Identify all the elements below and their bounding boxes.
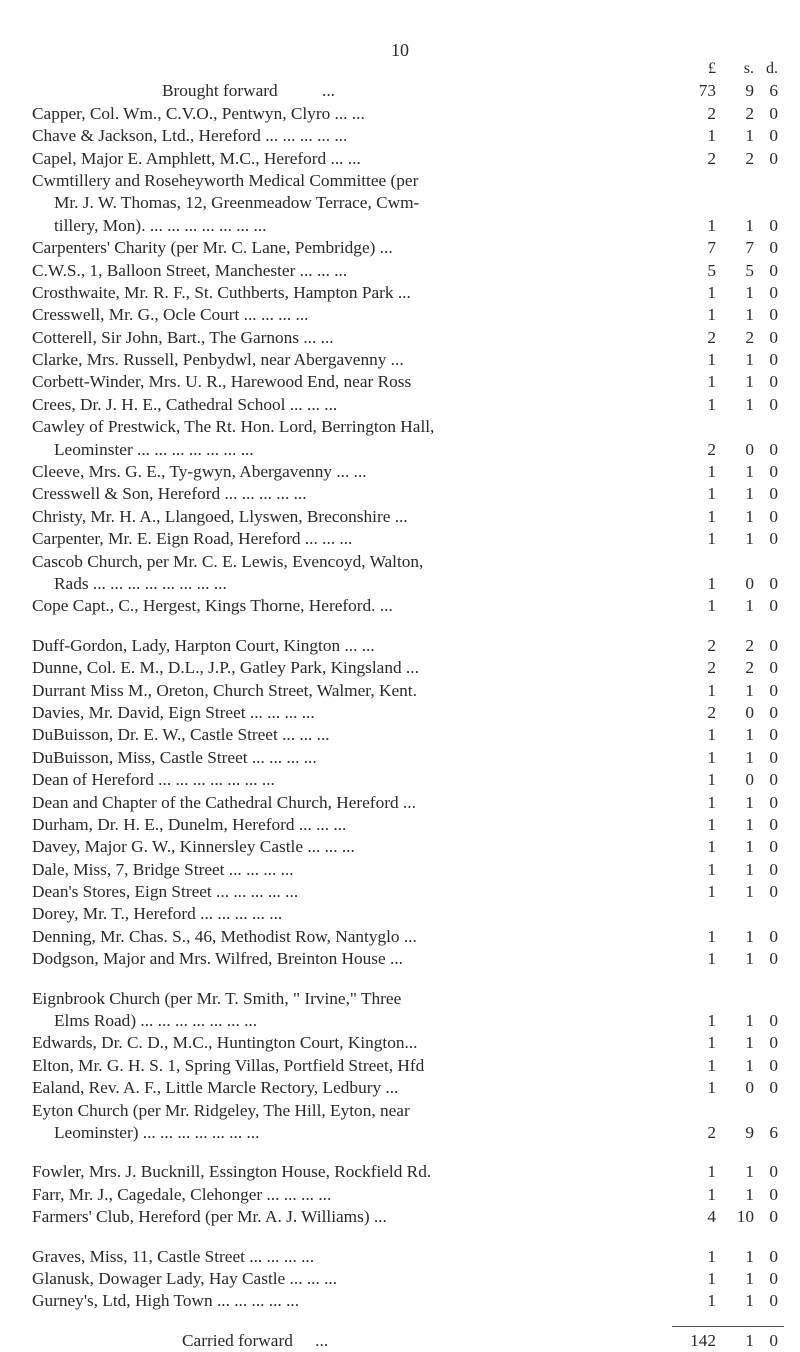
entry-description: Dean of Hereford ... ... ... ... ... ... ...: [32, 770, 275, 790]
section-gap: [32, 1313, 772, 1330]
entry-pence: 0: [769, 1078, 778, 1098]
entry-pounds: 1: [707, 725, 716, 745]
entry-pounds: 1: [707, 1246, 716, 1266]
entry-description: Carpenters' Charity (per Mr. C. Lane, Pembridge) ...: [32, 238, 393, 258]
carried-forward-shillings: 1: [745, 1330, 754, 1350]
entry-list: [32, 103, 778, 1313]
entry-shillings: 0: [745, 702, 754, 722]
entry-description: Dorey, Mr. T., Hereford ... ... ... ... ...: [32, 904, 283, 924]
entry-pounds: 2: [707, 148, 716, 168]
entry-shillings: 1: [745, 1055, 754, 1075]
ledger-entry-line: [32, 192, 772, 214]
entry-pence: 0: [769, 484, 778, 504]
ledger-entry-line: [32, 724, 778, 746]
entry-pounds: 2: [707, 702, 716, 722]
ledger-entry-line: [32, 1100, 772, 1122]
entry-pence: 0: [769, 1033, 778, 1053]
entry-description: Eignbrook Church (per Mr. T. Smith, " Irvine," Three: [32, 988, 402, 1008]
entry-shillings: 1: [745, 372, 754, 392]
brought-forward-pence: 6: [769, 81, 778, 101]
brought-forward-row: [32, 80, 778, 102]
entry-description: Cresswell & Son, Hereford ... ... ... ... ...: [32, 484, 307, 504]
entry-pounds: 1: [707, 573, 716, 593]
entry-pence: 0: [769, 949, 778, 969]
entry-description: Edwards, Dr. C. D., M.C., Huntington Court, Kington...: [32, 1033, 418, 1053]
entry-pounds: 2: [707, 327, 716, 347]
ledger-entry-line: [32, 125, 778, 147]
ledger-entry-line: [32, 769, 778, 791]
entry-description: Dean's Stores, Eign Street ... ... ... ... ...: [32, 882, 299, 902]
entry-pence: 0: [769, 126, 778, 146]
entry-shillings: 1: [745, 596, 754, 616]
entry-pounds: 2: [707, 103, 716, 123]
ledger-entry-line: [32, 747, 778, 769]
ledger-entry-line: [32, 1055, 778, 1077]
entry-description: Davey, Major G. W., Kinnersley Castle ... ... ...: [32, 837, 355, 857]
entry-pounds: 4: [707, 1207, 716, 1227]
entry-description: Ealand, Rev. A. F., Little Marcle Rectory, Ledbury ...: [32, 1078, 399, 1098]
entry-pence: 0: [769, 148, 778, 168]
entry-description: Cresswell, Mr. G., Ocle Court ... ... ... ...: [32, 305, 309, 325]
entry-shillings: 1: [745, 1291, 754, 1311]
entry-shillings: 5: [745, 260, 754, 280]
ledger-entry-line: [32, 988, 772, 1010]
entry-pounds: 1: [707, 680, 716, 700]
entry-pence: 0: [769, 926, 778, 946]
entry-description: Cascob Church, per Mr. C. E. Lewis, Evencoyd, Walton,: [32, 551, 424, 571]
entry-description: Cope Capt., C., Hergest, Kings Thorne, Hereford. ...: [32, 596, 393, 616]
entry-shillings: 1: [745, 126, 754, 146]
entry-pence: 0: [769, 658, 778, 678]
entry-shillings: 1: [745, 1246, 754, 1266]
entry-description: Mr. J. W. Thomas, 12, Greenmeadow Terrace, Cwm-: [54, 193, 420, 213]
ledger-entry-line: [32, 349, 778, 371]
entry-pence: 0: [769, 882, 778, 902]
entry-pounds: 1: [707, 282, 716, 302]
entry-shillings: 0: [745, 770, 754, 790]
entry-pounds: 1: [707, 1268, 716, 1288]
carried-forward-pence: 0: [769, 1330, 778, 1350]
entry-description: Clarke, Mrs. Russell, Penbydwl, near Abergavenny ...: [32, 350, 404, 370]
entry-pounds: 2: [707, 658, 716, 678]
entry-pence: 0: [769, 573, 778, 593]
entry-description: Christy, Mr. H. A., Llangoed, Llyswen, Breconshire ...: [32, 506, 408, 526]
entry-description: Elton, Mr. G. H. S. 1, Spring Villas, Portfield Street, Hfd: [32, 1055, 425, 1075]
entry-pounds: 2: [707, 1122, 716, 1142]
entry-description: Dodgson, Major and Mrs. Wilfred, Breinton House ...: [32, 949, 403, 969]
ledger-entry-line: [32, 1032, 778, 1054]
entry-shillings: 1: [745, 350, 754, 370]
entry-shillings: 1: [745, 484, 754, 504]
entry-shillings: 1: [745, 462, 754, 482]
ledger-entry-line: [32, 439, 778, 461]
entry-pence: 6: [769, 1122, 778, 1142]
ledger-entry-line: [32, 1206, 778, 1228]
entry-pence: 0: [769, 1011, 778, 1031]
brought-forward-shillings: 9: [745, 81, 754, 101]
ledger-entry-line: [32, 814, 778, 836]
entry-shillings: 1: [745, 394, 754, 414]
entry-description: Crosthwaite, Mr. R. F., St. Cuthberts, Hampton Park ...: [32, 282, 411, 302]
entry-description: Carpenter, Mr. E. Eign Road, Hereford ... ... ...: [32, 529, 353, 549]
entry-pounds: 1: [707, 1291, 716, 1311]
ledger-entry-line: [32, 170, 772, 192]
entry-shillings: 1: [745, 859, 754, 879]
entry-pence: 0: [769, 305, 778, 325]
ledger-entry-line: [32, 260, 778, 282]
ledger-entry-line: [32, 237, 778, 259]
ledger-entry-line: [32, 394, 778, 416]
entry-pounds: 1: [707, 126, 716, 146]
entry-description: Fowler, Mrs. J. Bucknill, Essington House, Rockfield Rd.: [32, 1162, 432, 1182]
entry-pounds: 1: [707, 1055, 716, 1075]
ledger-entry-line: [32, 595, 778, 617]
entry-pence: 0: [769, 506, 778, 526]
entry-pence: 0: [769, 792, 778, 812]
entry-pounds: 7: [707, 238, 716, 258]
entry-description: Glanusk, Dowager Lady, Hay Castle ... ... ...: [32, 1268, 338, 1288]
entry-description: Crees, Dr. J. H. E., Cathedral School ... ... ...: [32, 394, 338, 414]
entry-pence: 0: [769, 596, 778, 616]
ledger-entry-line: [32, 1010, 778, 1032]
brought-forward-dots: ...: [322, 81, 335, 101]
entry-description: Corbett-Winder, Mrs. U. R., Harewood End, near Ross: [32, 372, 412, 392]
ledger-entry-line: [32, 948, 778, 970]
subscription-ledger: [32, 58, 778, 1352]
entry-pence: 0: [769, 282, 778, 302]
ledger-entry-line: [32, 103, 778, 125]
entry-shillings: 2: [745, 148, 754, 168]
total-rule: [672, 1326, 784, 1327]
entry-shillings: 10: [736, 1207, 754, 1227]
entry-description: Durrant Miss M., Oreton, Church Street, Walmer, Kent.: [32, 680, 417, 700]
entry-pounds: 1: [707, 837, 716, 857]
entry-description: Leominster) ... ... ... ... ... ... ...: [54, 1122, 260, 1142]
entry-shillings: 9: [745, 1122, 754, 1142]
entry-pence: 0: [769, 439, 778, 459]
entry-description: Capel, Major E. Amphlett, M.C., Hereford ... ...: [32, 148, 361, 168]
entry-shillings: 1: [745, 529, 754, 549]
entry-description: Graves, Miss, 11, Castle Street ... ... ... ...: [32, 1246, 315, 1266]
entry-pence: 0: [769, 350, 778, 370]
ledger-entry-line: [32, 792, 778, 814]
ledger-entry-line: [32, 881, 778, 903]
entry-pence: 0: [769, 702, 778, 722]
entry-pence: 0: [769, 215, 778, 235]
entry-pence: 0: [769, 725, 778, 745]
entry-pounds: 1: [707, 484, 716, 504]
entry-pounds: 1: [707, 1162, 716, 1182]
carried-forward-dots: ...: [315, 1330, 329, 1350]
entry-shillings: 1: [745, 1184, 754, 1204]
ledger-entry-line: [32, 215, 778, 237]
entry-pounds: 1: [707, 462, 716, 482]
entry-pounds: 1: [707, 506, 716, 526]
entry-pounds: 1: [707, 215, 716, 235]
entry-pence: 0: [769, 1291, 778, 1311]
entry-shillings: 0: [745, 1078, 754, 1098]
entry-shillings: 1: [745, 1162, 754, 1182]
entry-shillings: 2: [745, 103, 754, 123]
entry-shillings: 1: [745, 792, 754, 812]
entry-pence: 0: [769, 1207, 778, 1227]
entry-pence: 0: [769, 1246, 778, 1266]
entry-shillings: 1: [745, 814, 754, 834]
ledger-entry-line: [32, 528, 778, 550]
entry-pence: 0: [769, 680, 778, 700]
entry-pounds: 2: [707, 635, 716, 655]
entry-pence: 0: [769, 1184, 778, 1204]
entry-pence: 0: [769, 1268, 778, 1288]
entry-shillings: 1: [745, 215, 754, 235]
entry-shillings: 1: [745, 506, 754, 526]
entry-description: Dunne, Col. E. M., D.L., J.P., Gatley Park, Kingsland ...: [32, 658, 419, 678]
entry-pounds: 1: [707, 792, 716, 812]
carried-forward-label: Carried forward: [182, 1330, 293, 1350]
ledger-entry-line: [32, 148, 778, 170]
ledger-entry-line: [32, 635, 778, 657]
entry-shillings: 1: [745, 680, 754, 700]
entry-pounds: 1: [707, 926, 716, 946]
pounds-column-header: £: [708, 60, 716, 77]
ledger-entry-line: [32, 836, 778, 858]
entry-shillings: 1: [745, 1011, 754, 1031]
entry-description: DuBuisson, Miss, Castle Street ... ... ... ...: [32, 747, 317, 767]
ledger-entry-line: [32, 926, 778, 948]
entry-shillings: 1: [745, 949, 754, 969]
entry-pence: 0: [769, 372, 778, 392]
ledger-entry-line: [32, 1161, 778, 1183]
ledger-entry-line: [32, 657, 778, 679]
entry-pounds: 1: [707, 305, 716, 325]
entry-description: Dean and Chapter of the Cathedral Church, Hereford ...: [32, 792, 416, 812]
ledger-entry-line: [32, 416, 772, 438]
ledger-entry-line: [32, 702, 778, 724]
entry-pence: 0: [769, 327, 778, 347]
entry-pounds: 1: [707, 859, 716, 879]
pence-column-header: d.: [766, 60, 778, 77]
entry-description: Eyton Church (per Mr. Ridgeley, The Hill, Eyton, near: [32, 1100, 410, 1120]
entry-shillings: 0: [745, 439, 754, 459]
entry-description: Dale, Miss, 7, Bridge Street ... ... ... ...: [32, 859, 294, 879]
entry-description: C.W.S., 1, Balloon Street, Manchester ... ... ...: [32, 260, 348, 280]
entry-description: Durham, Dr. H. E., Dunelm, Hereford ... ... ...: [32, 814, 347, 834]
entry-shillings: 2: [745, 327, 754, 347]
ledger-entry-line: [32, 506, 778, 528]
entry-shillings: 7: [745, 238, 754, 258]
entry-pence: 0: [769, 103, 778, 123]
entry-description: Cleeve, Mrs. G. E., Ty-gwyn, Abergavenny ... ...: [32, 462, 367, 482]
entry-description: Elms Road) ... ... ... ... ... ... ...: [54, 1011, 258, 1031]
entry-description: tillery, Mon). ... ... ... ... ... ... ...: [54, 215, 267, 235]
entry-shillings: 1: [745, 747, 754, 767]
entry-pence: 0: [769, 837, 778, 857]
entry-description: Davies, Mr. David, Eign Street ... ... ... ...: [32, 702, 315, 722]
entry-description: Chave & Jackson, Ltd., Hereford ... ... ... ... ...: [32, 126, 348, 146]
entry-pence: 0: [769, 529, 778, 549]
entry-pounds: 1: [707, 1078, 716, 1098]
entry-pounds: 1: [707, 1033, 716, 1053]
ledger-entry-line: [32, 680, 778, 702]
ledger-entry-line: [32, 327, 778, 349]
entry-pounds: 1: [707, 882, 716, 902]
entry-pence: 0: [769, 394, 778, 414]
brought-forward-pounds: 73: [698, 81, 716, 101]
ledger-entry-line: [32, 371, 778, 393]
section-gap: [32, 618, 772, 635]
ledger-entry-line: [32, 1246, 778, 1268]
entry-pence: 0: [769, 1055, 778, 1075]
entry-pounds: 1: [707, 372, 716, 392]
entry-pence: 0: [769, 770, 778, 790]
entry-description: Denning, Mr. Chas. S., 46, Methodist Row, Nantyglo ...: [32, 926, 417, 946]
currency-header-row: [32, 58, 778, 80]
entry-pounds: 1: [707, 770, 716, 790]
entry-shillings: 1: [745, 1033, 754, 1053]
entry-pence: 0: [769, 260, 778, 280]
entry-shillings: 1: [745, 926, 754, 946]
entry-shillings: 1: [745, 1268, 754, 1288]
section-gap: [32, 971, 772, 988]
entry-pounds: 1: [707, 350, 716, 370]
entry-pence: 0: [769, 635, 778, 655]
entry-shillings: 2: [745, 635, 754, 655]
entry-pence: 0: [769, 238, 778, 258]
ledger-entry-line: [32, 551, 772, 573]
entry-pence: 0: [769, 814, 778, 834]
entry-pence: 0: [769, 859, 778, 879]
shillings-column-header: s.: [743, 60, 754, 77]
ledger-entry-line: [32, 282, 778, 304]
entry-pounds: 1: [707, 814, 716, 834]
entry-description: Farr, Mr. J., Cagedale, Clehonger ... ... ... ...: [32, 1184, 332, 1204]
entry-pounds: 1: [707, 747, 716, 767]
brought-forward-label: Brought forward: [162, 81, 278, 101]
entry-pounds: 1: [707, 949, 716, 969]
entry-description: Cwmtillery and Roseheyworth Medical Committee (per: [32, 170, 419, 190]
entry-description: Cawley of Prestwick, The Rt. Hon. Lord, Berrington Hall,: [32, 417, 435, 437]
ledger-entry-line: [32, 573, 778, 595]
ledger-entry-line: [32, 1290, 778, 1312]
entry-description: Capper, Col. Wm., C.V.O., Pentwyn, Clyro ... ...: [32, 103, 365, 123]
section-gap: [32, 1229, 772, 1246]
entry-shillings: 2: [745, 658, 754, 678]
ledger-entry-line: [32, 859, 778, 881]
ledger-entry-line: [32, 1122, 778, 1144]
entry-description: Cotterell, Sir John, Bart., The Garnons ... ...: [32, 327, 334, 347]
entry-description: Rads ... ... ... ... ... ... ... ...: [54, 573, 227, 593]
section-gap: [32, 1144, 772, 1161]
entry-pounds: 1: [707, 596, 716, 616]
entry-shillings: 1: [745, 837, 754, 857]
entry-shillings: 1: [745, 282, 754, 302]
entry-pounds: 1: [707, 1184, 716, 1204]
ledger-entry-line: [32, 1268, 778, 1290]
ledger-entry-line: [32, 461, 778, 483]
page-number: 10: [391, 40, 409, 60]
ledger-entry-line: [32, 483, 778, 505]
entry-shillings: 1: [745, 882, 754, 902]
ledger-entry-line: [32, 304, 778, 326]
entry-pounds: 5: [707, 260, 716, 280]
entry-pounds: 1: [707, 529, 716, 549]
entry-description: Gurney's, Ltd, High Town ... ... ... ... ...: [32, 1291, 300, 1311]
entry-pounds: 2: [707, 439, 716, 459]
ledger-entry-line: [32, 1184, 778, 1206]
entry-pounds: 1: [707, 1011, 716, 1031]
entry-shillings: 1: [745, 725, 754, 745]
entry-description: Farmers' Club, Hereford (per Mr. A. J. Williams) ...: [32, 1207, 387, 1227]
entry-description: Duff-Gordon, Lady, Harpton Court, Kington ... ...: [32, 635, 375, 655]
entry-description: Leominster ... ... ... ... ... ... ...: [54, 439, 254, 459]
carried-forward-pounds: 142: [690, 1330, 716, 1350]
ledger-entry-line: [32, 1077, 778, 1099]
entry-pence: 0: [769, 747, 778, 767]
carried-forward-row: [32, 1330, 778, 1352]
entry-pence: 0: [769, 462, 778, 482]
entry-pounds: 1: [707, 394, 716, 414]
ledger-entry-line: [32, 903, 772, 925]
entry-shillings: 1: [745, 305, 754, 325]
entry-description: DuBuisson, Dr. E. W., Castle Street ... ... ...: [32, 725, 330, 745]
entry-pence: 0: [769, 1162, 778, 1182]
entry-shillings: 0: [745, 573, 754, 593]
